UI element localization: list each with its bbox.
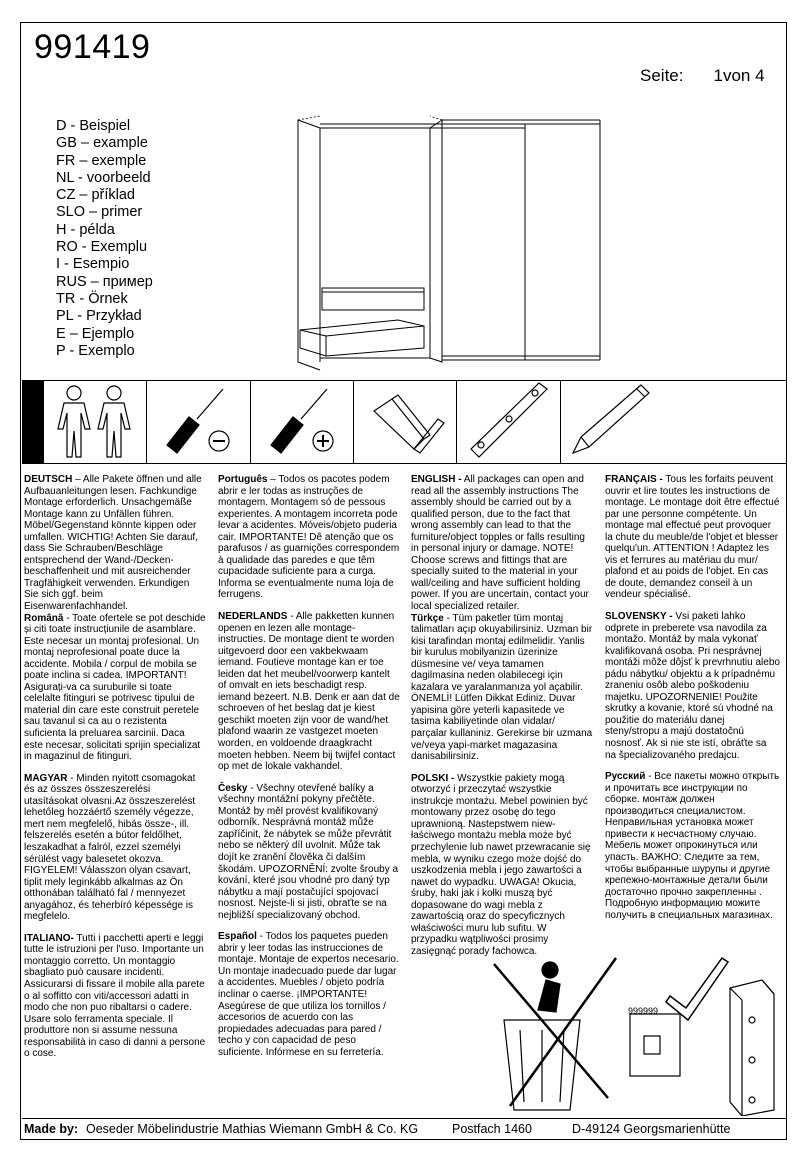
language-item: RO - Exemplu: [56, 239, 148, 256]
warning-paragraph: [411, 474, 593, 613]
warning-paragraph: [24, 474, 206, 613]
page-label: Seite:: [640, 66, 684, 85]
spirit-level-cell: [457, 381, 561, 463]
language-item: RUS – пример: [56, 273, 153, 290]
language-heading: FRANÇAIS -: [605, 474, 663, 485]
check-mark-icon: [666, 958, 728, 1020]
language-item: SLO – primer: [56, 204, 143, 221]
spirit-level-icon: [457, 381, 561, 461]
language-heading: ITALIANO-: [24, 932, 74, 944]
two-persons-icon: [44, 381, 144, 461]
binder-icon: [730, 980, 774, 1116]
language-item: P - Exemplo: [56, 342, 135, 359]
wardrobe-illustration: [280, 112, 610, 374]
warning-text: - Все пакеты можно открыть и прочитать все инструкции по сборке. монтаж должен производиться специалистом. Неправильная установка может привести к несчастному случаю. Мебель может опрокинуться или упасть. ВАЖНО: Следите за тем, чтобы выбранные шурупы и другие крепежно-монтажные детали были достаточно прочно закрепленны . Подробную информацию можите получить в специальных магазинах.: [605, 771, 780, 921]
warning-paragraph: [411, 613, 593, 763]
warning-text: - Všechny otevřené balíky a všechny montážní pokyny přečtěte. Montáž by měl provést kvalifikovaný odborník. Nesprávná montáž může zapříčinit, že nábytek se může převrátit nebo se některý díl uvolnit. Může tak dojít ke zranění člověka či dalším škodám. UPOZORNĚNÍ: zvolte šrouby a kování, které jsou vhodné pro daný typ nábytku a mají postačující spojovací nosnost. Nejste-li si jisti, obraťte se na nejbližší specializovaný obchod.: [218, 782, 399, 921]
warning-paragraph: [218, 611, 400, 773]
flat-screwdriver-icon: [147, 381, 251, 461]
language-heading: Русский: [605, 771, 646, 783]
phillips-screwdriver-cell: [251, 381, 354, 463]
warning-paragraph: [411, 773, 593, 958]
warning-paragraph: [24, 933, 206, 1060]
warning-paragraph: [605, 771, 780, 921]
warning-column-1: [24, 474, 206, 1070]
warning-text: Wszystkie pakiety mogą otworzyć i przeczytać wszystkie instrukcje montażu. Mebel powinien być montowany przez osobę do tego uprawnioną. Nastepstwem niew-łaściwego montażu mebla może być przechylenie lub nawet przewracanie się mebla, w wyniku czego może dojść do uszkodzenia mebla i jego zawartości a nawet do wypadku. UWAGA! Okucia, śruby, haki jak i kołki muszą być dopasowane do wagi mebla z zawartością oraz do specyficznych właściwości muru lub sufitu. W przypadku wątpliwości prosimy zasięgnąć porady fachowca.: [411, 772, 591, 957]
language-item: E – Ejemplo: [56, 325, 135, 342]
warning-paragraph: [24, 773, 206, 923]
language-heading: Português: [218, 474, 268, 485]
language-heading: NEDERLANDS: [218, 611, 288, 623]
phillips-screwdriver-icon: [251, 381, 354, 461]
language-heading: MAGYAR: [24, 772, 68, 784]
warning-text: - Tüm paketler tüm montaj talimatları açıp okuyabilirsiniz. Uzman bir kisi tarafindan montaj edilmelidir. Yanlis bir kurulus mobilyanizin üzerinize düsmesine ve/ veya tamamen dagilmasina neden olabilecegi için kazalara ve yaralanmanıza yol açabilir. ÖNEMLİ! Lütfen Dikkat Ediniz. Duvar yapisina göre yeterli kapasitede ve tasima kabiliyetinde olan vidalar/ parçalar kullaniniz. Gerekirse bir uzmana ve/veya yapi-market magazasina danisabilirsiniz.: [411, 612, 593, 763]
language-item: PL - Przykład: [56, 308, 142, 325]
warning-paragraph: [218, 783, 400, 922]
company-city: D-49124 Georgsmarienhütte: [572, 1122, 731, 1136]
language-heading: SLOVENSKY -: [605, 611, 673, 623]
language-heading: ENGLISH -: [411, 474, 462, 485]
warning-text: – Alle Pakete öffnen und alle Aufbauanleitungen lesen. Fachkundige Montage erforderlich. Unsachgemäße Montage kann zu Unfällen führen. Möbel/Gegenstand könnte kippen oder umfallen. WICHTIG! Achten Sie darauf, dass Sie Schrauben/Beschläge entsprechend der Wand-/Decken-beschaffenheit und mit ausreichender Tragfähigkeit verwenden. Erkundigen Sie sich ggf. beim Eisenwarenfachhandel.: [24, 474, 202, 613]
pencil-cell: [561, 381, 786, 463]
warning-text: – Todos os pacotes podem abrir e ler todas as instruções de montagem. Montagem só de pessous experientes. A montagem incorreta pode levar a acidentes. Móveis/objeto puderia cair. IMPORTANTE! Dê atenção que os parafusos / as guarnições correspondem à qualidade das paredes e que têm cupacidade suficiente para a curga. Informa se eventualmente numa loja de ferrugens.: [218, 474, 400, 601]
language-item: TR - Örnek: [56, 290, 128, 307]
language-item: CZ – příklad: [56, 187, 135, 204]
language-heading: Español: [218, 931, 257, 943]
warning-column-3: [411, 474, 593, 967]
made-by-label: Made by:: [24, 1122, 79, 1136]
warning-text: Tutti i pacchetti aperti e leggi tutte le istruzioni per l'uso. Importante un montaggio corretto. Un montaggio sbagliato può causare incidenti. Assicurarsi di fissare il mobile alla parete o al soffitto con viti/accessori adatti in modo che non puo ribaltarsi o cadere. Usare solo ferramenta speciale. Il produttore non si assume nessuna responsabilità in caso di danni a persone o cose.: [24, 932, 206, 1060]
instruction-booklet-icon: [630, 1014, 680, 1076]
language-item: D - Beispiel: [56, 118, 131, 134]
warning-text: Tous les forfaits peuvent ouvrir et lire toutes les instructions de montage. Le montage doit être effectué par une personne compétente. Un montage mal effectué peut provoquer la chute du meuble/de l'objet et blesser quelqu'un. ATTENTION ! Adaptez les vis et ferrures au matériau du mur/ plafond et au poids de l'objet. En cas de doute, demandez conseil à un vendeur spécialisé.: [605, 474, 780, 601]
keep-instructions-illustration: [490, 950, 784, 1116]
language-item: FR – exemple: [56, 152, 147, 169]
page-indicator: [640, 66, 765, 86]
warning-text: - Toate ofertele se pot deschide și citi toate instrucțiunile de asamblare. Este necesar un montaj profesional. Un montaj neprofesional poate duce la accidente. Mobila / corpul de mobila se poate inclina si cadea. IMPORTANT! Asigurați-va ca suruburile si toate celelalte fitinguri se potrivesc tipului de material din care este construit peretele sau tavanul si ca au o rezistenta suficienta la preluarea sarcinii. Daca este necesar, solicitati sprijin specializat in magazinul de fitinguri.: [24, 612, 206, 763]
warning-paragraph: [218, 931, 400, 1058]
warning-text: - Minden nyitott csomagokat és az összes összeszerelési utasításokat olvasni.Az összeszerelést lehetőleg hozzáértő személy végezze, mert nem megfelelő, hibás össze-, ill. felszerelés esetén a bútor feldőlhet, leszakadhat a falról, ezzel személyi sérülést vagy balesetet okozva. FIGYELEM! Válasszon olyan csavart, tiplit mely leginkább alkalmas az Ön otthonában található fal / mennyezet anyagához, és teherbíró képessége is megfelelo.: [24, 772, 196, 923]
pencil-icon: [561, 381, 681, 461]
warning-text: - Todos los paquetes pueden abrir y leer todas las instrucciones de montaje. Montaje de expertos necesario. Un montaje inadecuado puede dar lugar a accidentes. Muebles / objeto podría inclinar o caerse. ¡IMPORTANTE! Asegúrese de que utiliza los tornillos / accesorios de acuerdo con las propiedades adecuadas para pared / techo y con capacidad de peso suficiente. Infórmese en su ferretería.: [218, 931, 399, 1058]
company-name: Oeseder Möbelindustrie Mathias Wiemann GmbH & Co. KG: [86, 1122, 419, 1136]
language-item: H - példa: [56, 221, 115, 238]
language-item: NL - voorbeeld: [56, 169, 151, 186]
language-heading: Română: [24, 612, 64, 624]
warning-column-4: [605, 474, 780, 931]
warning-paragraph: [605, 474, 780, 601]
warning-text: Vsi paketi lahko odprete in preberete vsa navodila za montažo. Montáž by mala vykonať kvalifikovaná osoba. Pri nesprávnej montáži môže dôjsť k prevrhnutiu alebo pádu nábytku/ objektu a k prípadnému zraneniu osôb alebo poškodeniu majetku. UPOZORNENIE! Použite skrutky a kovanie, ktoré sú vhodné na použitie do materiálu danej steny/stropu a majú dostatočnú nosnosť. Ak si nie ste istí, obráťte sa na špecializovaného predajcu.: [605, 611, 780, 761]
illustration-number: 999999: [628, 1006, 659, 1016]
two-persons-cell: [44, 381, 147, 463]
language-heading: POLSKI -: [411, 772, 455, 784]
language-heading: Česky: [218, 782, 248, 794]
warning-text: All packages can open and read all the assembly instructions The assembly should be carried out by a qualified person, due to the fact that wrong assembly can lead to that the furniture/object topples or falls resulting in personal injury or damage. NOTE! Choose screws and fittings that are specially suited to the material in your wall/ceiling and have sufficient holding power. If you are uncertain, contact your local specialized retailer.: [411, 474, 589, 613]
flat-screwdriver-cell: [147, 381, 251, 463]
language-item: GB – example: [56, 135, 148, 152]
angle-square-icon: [354, 381, 457, 461]
person-icon: [542, 962, 558, 978]
language-list: [56, 118, 153, 360]
postal-box: Postfach 1460: [452, 1122, 532, 1136]
warning-text: - Alle pakketten kunnen openen en lezen alle montage-instructies. De montage dient te worden uitgevoerd door een vakbekwaam iemand. Foutieve montage kan er toe leiden dat het meubel/voorwerp kantelt of omvalt en iets beschadigt resp. iemand bezeert. N.B. Denk er aan dat de schroeven of het beslag dat je kiest geschikt moeten zijn voor de wand/het plafond waarin ze vastgezet moeten worden, en voldoende draagkracht moeten hebben. Neem bij twijfel contact op met de lokale vakhandel.: [218, 611, 400, 773]
warning-paragraph: [24, 613, 206, 763]
warning-paragraph: [605, 611, 780, 761]
tools-strip: [22, 380, 786, 464]
warning-column-2: [218, 474, 400, 1068]
strip-marker: [22, 381, 44, 463]
language-heading: Türkçe: [411, 612, 444, 624]
language-heading: DEUTSCH: [24, 474, 73, 485]
language-item: I - Esempio: [56, 256, 130, 273]
warning-paragraph: [218, 474, 400, 601]
footer: [22, 1118, 786, 1141]
document-number: 991419: [34, 28, 151, 66]
angle-square-cell: [354, 381, 457, 463]
page-value: 1von 4: [713, 66, 765, 85]
